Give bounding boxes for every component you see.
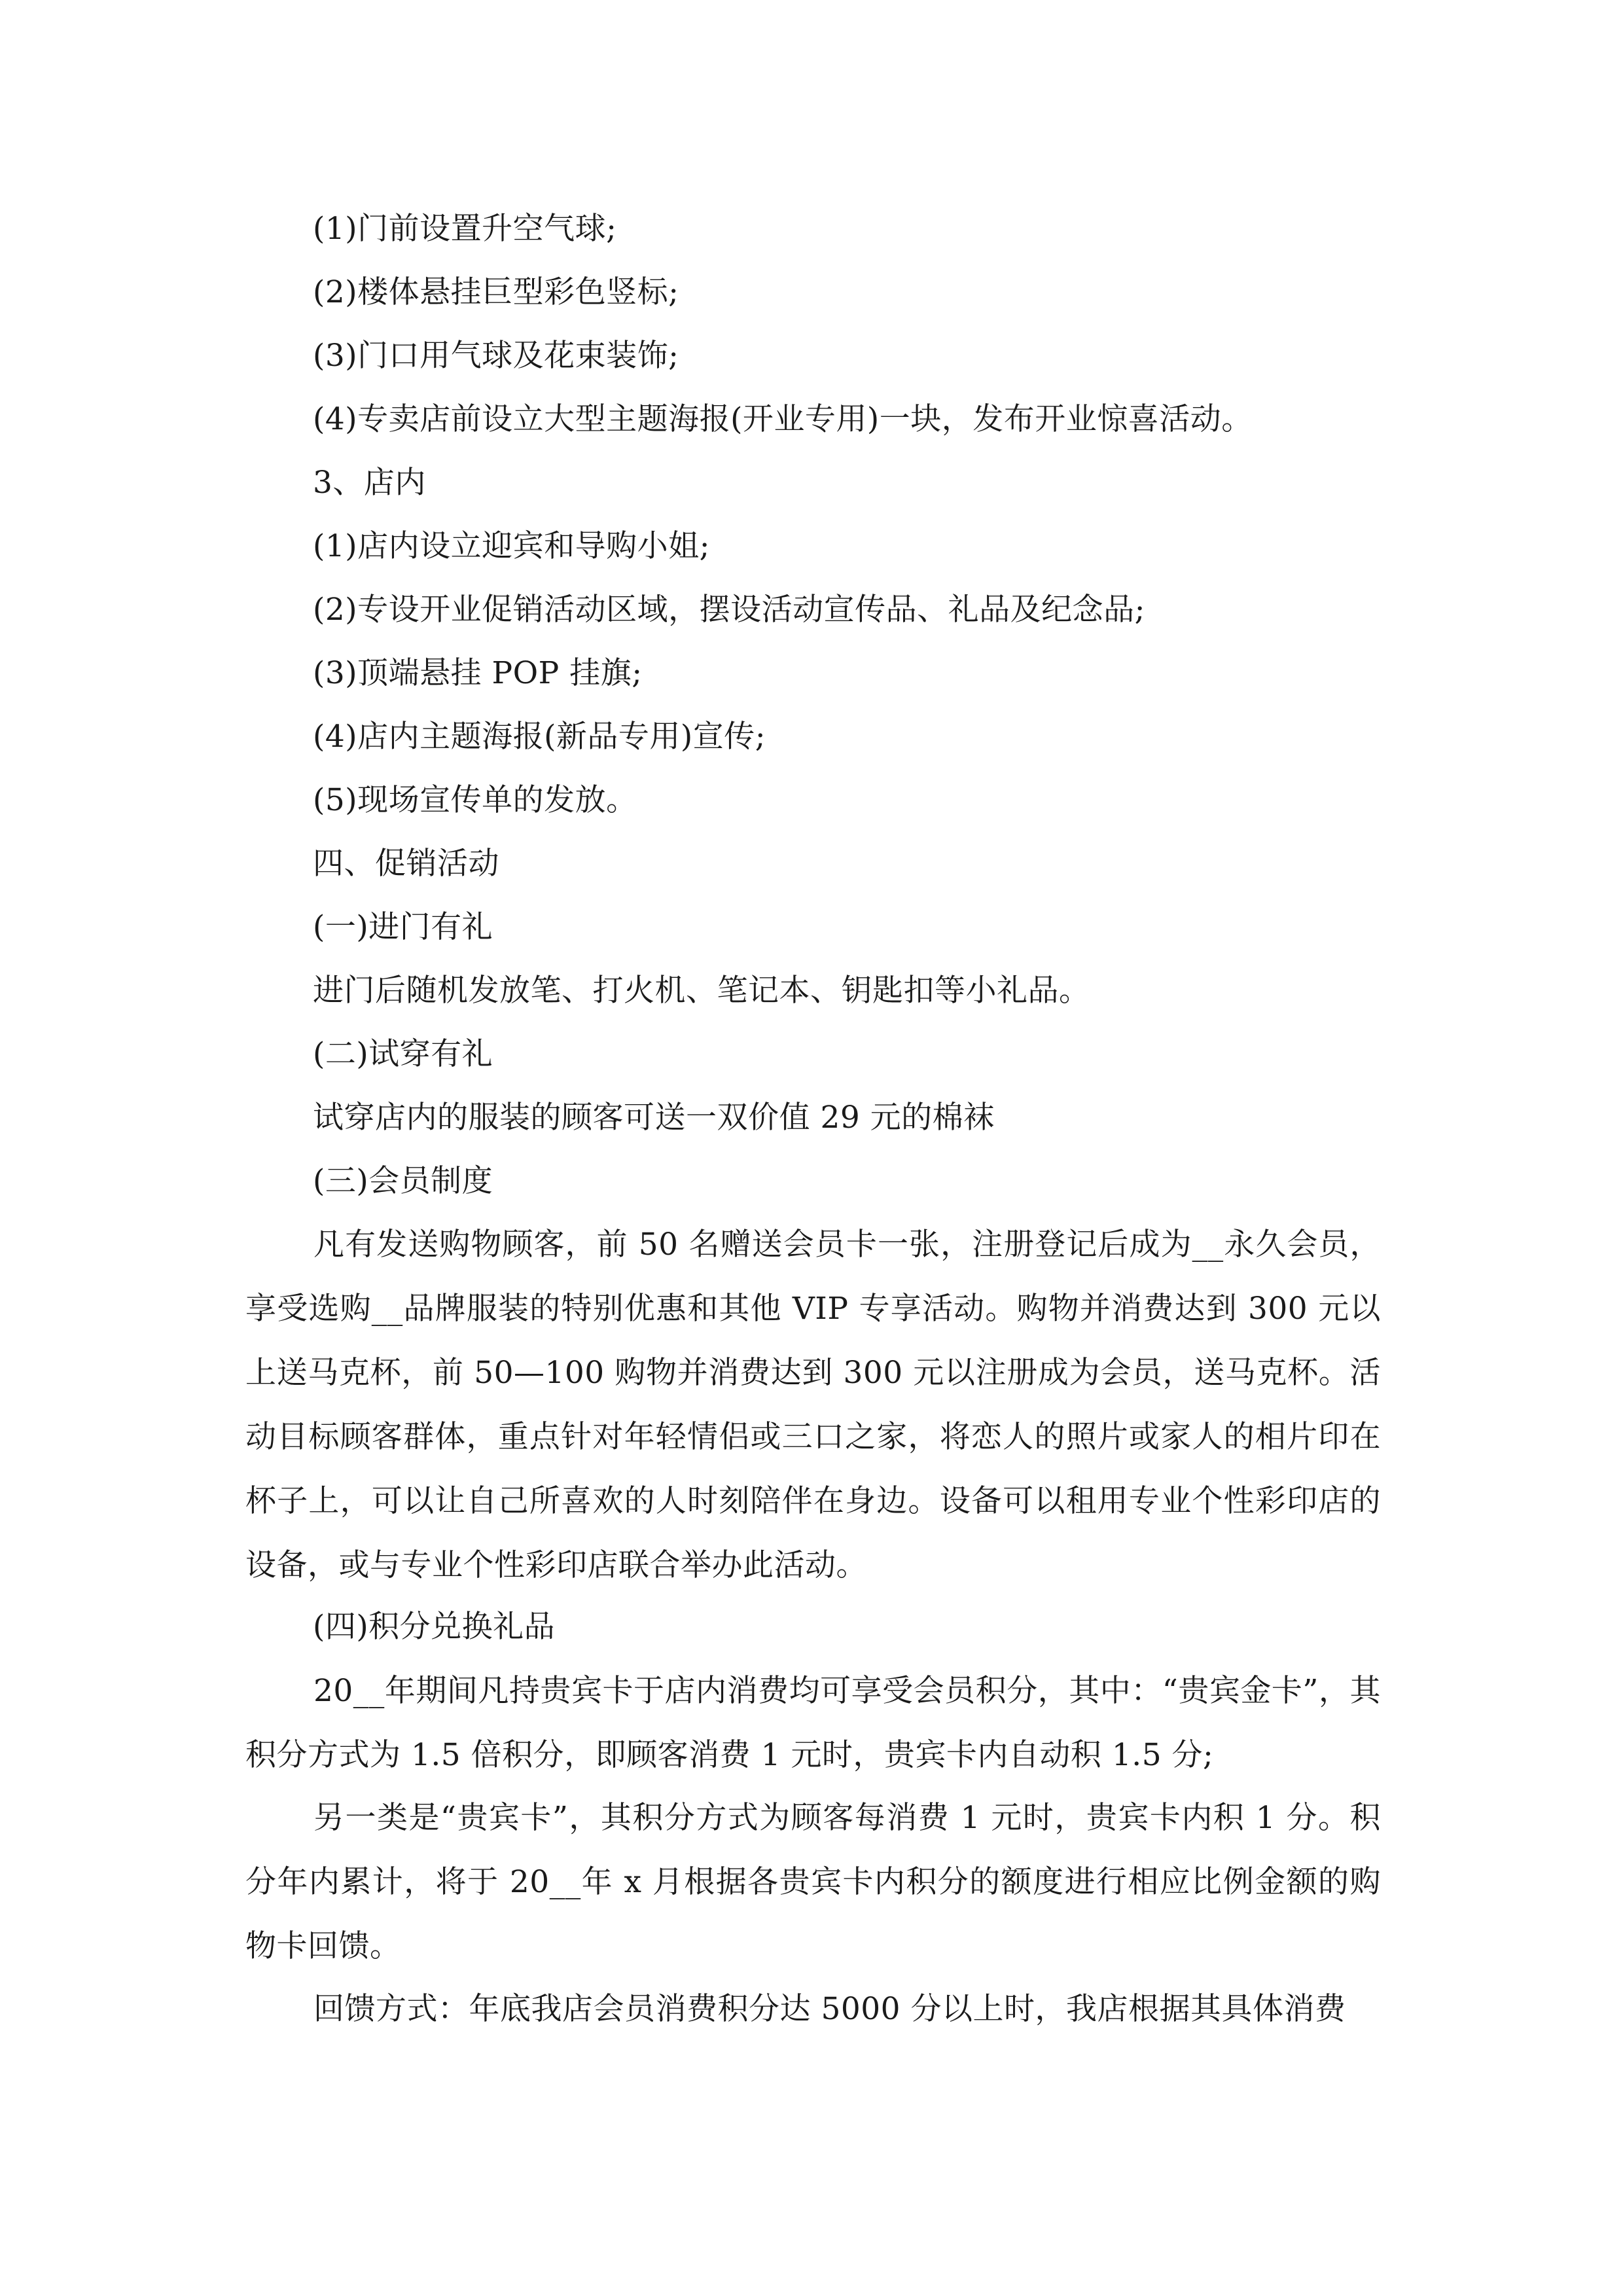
paragraph-entry-gift: 进门后随机发放笔、打火机、笔记本、钥匙扣等小礼品。 bbox=[313, 973, 1090, 1009]
list-item-poster: (4)专卖店前设立大型主题海报(开业专用)一块，发布开业惊喜活动。 bbox=[313, 401, 1253, 437]
subheading-try-on-gift: (二)试穿有礼 bbox=[313, 1036, 493, 1072]
section-heading-promotions: 四、促销活动 bbox=[313, 846, 499, 882]
section-heading-in-store: 3、店内 bbox=[313, 465, 426, 501]
list-item-theme-poster: (4)店内主题海报(新品专用)宣传; bbox=[313, 719, 766, 755]
list-item-promo-area: (2)专设开业促销活动区域，摆设活动宣传品、礼品及纪念品; bbox=[313, 592, 1145, 628]
list-item-flyers: (5)现场宣传单的发放。 bbox=[313, 782, 637, 818]
paragraph-points-regular-card: 另一类是“贵宾卡”，其积分方式为顾客每消费 1 元时，贵宾卡内积 1 分。积分年内累计，将于 20__年 x 月根据各贵宾卡内积分的额度进行相应比例金额的购物卡回馈。 bbox=[245, 1800, 1381, 1964]
list-item-greeters: (1)店内设立迎宾和导购小姐; bbox=[313, 528, 710, 564]
subheading-points-exchange: (四)积分兑换礼品 bbox=[313, 1609, 556, 1645]
paragraph-try-on-gift: 试穿店内的服装的顾客可送一双价值 29 元的棉袜 bbox=[313, 1100, 995, 1136]
subheading-membership: (三)会员制度 bbox=[313, 1163, 493, 1199]
paragraph-membership: 凡有发送购物顾客，前 50 名赠送会员卡一张，注册登记后成为__永久会员，享受选购__品牌服装的特别优惠和其他 VIP 专享活动。购物并消费达到 300 元以上送马克杯，前 50—100 购物并消费达到 300 元以注册成为会员，送马克杯。活动目标顾客群体，重点针对年轻情侣或三口之家，将恋人的照片或家人的相片印在杯子上，可以让自己所喜欢的人时刻陪伴在身边。设备可以租用专业个性彩印店的设备，或与专业个性彩印店联合举办此活动。 bbox=[245, 1227, 1381, 1583]
list-item-entrance-decor: (3)门口用气球及花束装饰; bbox=[313, 338, 679, 374]
list-item-pop-flags: (3)顶端悬挂 POP 挂旗; bbox=[313, 655, 643, 691]
list-item-banner: (2)楼体悬挂巨型彩色竖标; bbox=[313, 274, 679, 310]
paragraph-points-gold-card: 20__年期间凡持贵宾卡于店内消费均可享受会员积分，其中：“贵宾金卡”，其积分方式为 1.5 倍积分，即顾客消费 1 元时，贵宾卡内自动积 1.5 分; bbox=[245, 1673, 1381, 1773]
list-item-balloons: (1)门前设置升空气球; bbox=[313, 211, 617, 247]
subheading-entry-gift: (一)进门有礼 bbox=[313, 909, 493, 945]
paragraph-feedback-method: 回馈方式：年底我店会员消费积分达 5000 分以上时，我店根据其具体消费 bbox=[313, 1991, 1346, 2027]
